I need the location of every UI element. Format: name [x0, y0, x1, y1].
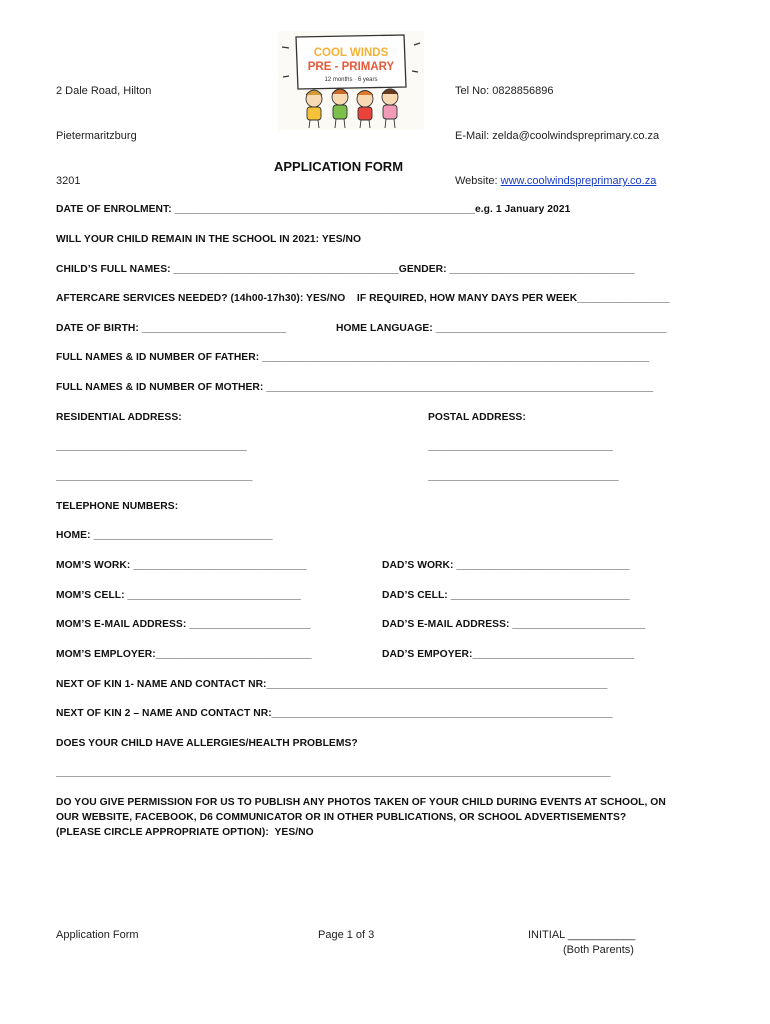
address-line-3: 3201: [56, 175, 81, 187]
dad-employer-field[interactable]: DAD’S EMPOYER:____________________________: [382, 649, 635, 660]
dad-cell-field[interactable]: DAD’S CELL: _______________________________: [382, 590, 630, 601]
permission-line-3[interactable]: (PLEASE CIRCLE APPROPRIATE OPTION): YES/NO: [56, 827, 314, 838]
children-holding-sign-icon: [278, 31, 424, 130]
next-of-kin-1-field[interactable]: NEXT OF KIN 1- NAME AND CONTACT NR:___________________________________________________________: [56, 679, 608, 690]
mom-email-field[interactable]: MOM’S E-MAIL ADDRESS: _____________________: [56, 619, 311, 630]
dad-work-field[interactable]: DAD’S WORK: ______________________________: [382, 560, 630, 571]
enrolment-field[interactable]: DATE OF ENROLMENT: ____________________________________________________e.g. 1 January 2021: [56, 204, 571, 215]
mom-cell-field[interactable]: MOM’S CELL: ______________________________: [56, 590, 301, 601]
allergies-question: DOES YOUR CHILD HAVE ALLERGIES/HEALTH PROBLEMS?: [56, 738, 358, 749]
email-address: E-Mail: zelda@coolwindspreprimary.co.za: [455, 130, 660, 142]
telephone-numbers-label: TELEPHONE NUMBERS:: [56, 501, 179, 512]
form-title: APPLICATION FORM: [274, 159, 404, 174]
home-language-field[interactable]: HOME LANGUAGE: ________________________________________: [336, 323, 667, 334]
next-of-kin-2-field[interactable]: NEXT OF KIN 2 – NAME AND CONTACT NR:___________________________________________________________: [56, 708, 613, 719]
website-label: Website:: [455, 175, 501, 187]
website-link[interactable]: www.coolwindspreprimary.co.za: [500, 175, 657, 187]
mom-work-field[interactable]: MOM’S WORK: ______________________________: [56, 560, 307, 571]
residential-address-label: RESIDENTIAL ADDRESS:: [56, 412, 182, 423]
address-line-1: 2 Dale Road, Hilton: [56, 85, 152, 97]
postal-address-label: POSTAL ADDRESS:: [428, 412, 526, 423]
footer-both-parents: (Both Parents): [563, 944, 634, 956]
allergies-answer-line[interactable]: ________________________________________________________________________________________________: [56, 767, 611, 778]
postal-line-2[interactable]: _________________________________: [428, 471, 619, 482]
child-names-field[interactable]: CHILD’S FULL NAMES: _______________________________________GENDER: ________________________________: [56, 264, 635, 275]
residential-line-2[interactable]: __________________________________: [56, 471, 253, 482]
permission-line-1: DO YOU GIVE PERMISSION FOR US TO PUBLISH ANY PHOTOS TAKEN OF YOUR CHILD DURING EVENTS AT SCHOOL, ON: [56, 797, 666, 808]
home-phone-field[interactable]: HOME: _______________________________: [56, 530, 273, 541]
remain-field[interactable]: WILL YOUR CHILD REMAIN IN THE SCHOOL IN 2021: YES/NO: [56, 234, 362, 245]
father-field[interactable]: FULL NAMES & ID NUMBER OF FATHER: ___________________________________________________________________: [56, 352, 650, 363]
dob-field[interactable]: DATE OF BIRTH: _________________________: [56, 323, 287, 334]
footer-form-name: Application Form: [56, 929, 139, 941]
aftercare-field[interactable]: AFTERCARE SERVICES NEEDED? (14h00-17h30): YES/NO IF REQUIRED, HOW MANY DAYS PER WEEK________________: [56, 293, 670, 304]
residential-line-1[interactable]: _________________________________: [56, 441, 247, 452]
footer-initial-field[interactable]: INITIAL ___________: [528, 929, 636, 941]
address-line-2: Pietermaritzburg: [56, 130, 137, 142]
logo-line-1: COOL WINDS: [313, 47, 389, 59]
school-address: [56, 54, 151, 204]
tel-number: Tel No: 0828856896: [455, 85, 554, 97]
postal-line-1[interactable]: ________________________________: [428, 441, 613, 452]
school-logo: [278, 31, 424, 130]
dad-email-field[interactable]: DAD’S E-MAIL ADDRESS: _______________________: [382, 619, 646, 630]
logo-line-2: PRE - PRIMARY: [307, 61, 395, 73]
permission-line-2: OUR WEBSITE, FACEBOOK, D6 COMMUNICATOR OR IN OTHER PUBLICATIONS, OR SCHOOL ADVERTISEMENTS?: [56, 812, 627, 823]
mother-field[interactable]: FULL NAMES & ID NUMBER OF MOTHER: ___________________________________________________________________: [56, 382, 654, 393]
logo-ages: 12 months · 6 years: [324, 77, 378, 83]
footer-page-number: Page 1 of 3: [318, 929, 375, 941]
school-contact: [455, 54, 659, 204]
website-line: [455, 174, 659, 189]
mom-employer-field[interactable]: MOM’S EMPLOYER:___________________________: [56, 649, 312, 660]
